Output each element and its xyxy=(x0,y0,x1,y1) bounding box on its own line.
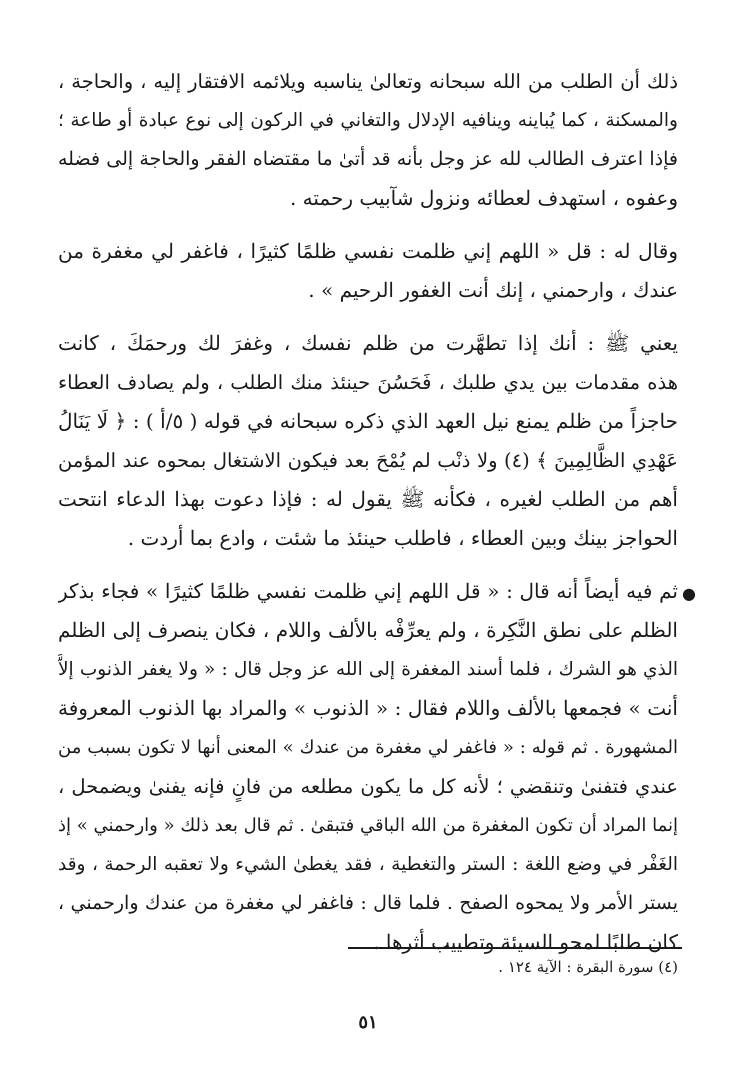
text-line: ثم فيه أيضاً أنه قال : « قل اللهم إني ظلمت نفسي ظلمًا كثيرًا » فجاء بذكر xyxy=(58,579,678,603)
text-line: والمسكنة ، كما يُباينه وينافيه الإدلال والتغاني في الركون إلى نوع عبادة أو طاعة ؛ xyxy=(58,110,678,131)
text-line: يعني ﷺ : أنك إذا تطهَّرت من ظلم نفسك ، وغفرَ لك ورحمَكَ ، كانت xyxy=(58,331,678,355)
paragraph-quote xyxy=(58,232,678,310)
text-line: الذي هو الشرك ، فلما أسند المغفرة إلى الله عز وجل قال : « ولا يغفر الذنوب إلاَّ xyxy=(58,659,678,680)
text-line: حاجزاً من ظلم يمنع نيل العهد الذي ذكره سبحانه في قوله ( ٥/أ ) : ﴿ لَا يَنَالُ xyxy=(58,409,678,433)
page-number: ٥١ xyxy=(358,1012,378,1033)
text-line: ذلك أن الطلب من الله سبحانه وتعالىٰ يناسبه ويلائمه الافتقار إليه ، والحاجة ، xyxy=(58,70,678,93)
text-line: إنما المراد أن تكون المغفرة من الله الباقي فتبقىٰ . ثم قال بعد ذلك « وارحمني » إذ xyxy=(58,815,678,836)
text-line: المشهورة . ثم قوله : « فاغفر لي مغفرة من عندك » المعنى أنها لا تكون بسبب من xyxy=(58,737,678,758)
text-line: هذه مقدمات بين يدي طلبك ، فَحَسُنَ حينئذ منك الطلب ، ولم يصادف العطاء xyxy=(58,371,678,394)
text-line: الغَفْر في وضع اللغة : الستر والتغطية ، فقد يغطىٰ الشيء ولا تعقبه الرحمة ، وقد xyxy=(58,854,678,875)
text-line: يستر الأمر ولا يمحوه الصفح . فلما قال : فاغفر لي مغفرة من عندك وارحمني ، xyxy=(58,892,678,914)
text-line: عندك ، وارحمني ، إنك أنت الغفور الرحيم » . xyxy=(308,278,678,302)
text-line: الحواجز بينك وبين العطاء ، فاطلب حينئذ ما شئت ، وادع بما أردت . xyxy=(127,526,678,550)
page-body xyxy=(58,62,696,1033)
paragraph-bullet xyxy=(58,572,696,962)
text-line: كان طلبًا لمحو السيئة وتطييب أثرها . xyxy=(373,930,678,954)
text-line: أنت » فجمعها بالألف واللام فقال : « الذنوب » والمراد بها الذنوب المعروفة xyxy=(58,696,678,720)
text-line: فإذا اعترف الطالب لله عز وجل بأنه قد أتىٰ ما مقتضاه الفقر والحاجة إلى فضله xyxy=(58,148,678,170)
paragraph-explanation xyxy=(58,324,678,558)
paragraph-intro xyxy=(58,62,678,218)
footnote-divider xyxy=(348,947,682,949)
text-line: وقال له : قل « اللهم إني ظلمت نفسي ظلمًا كثيرًا ، فاغفر لي مغفرة من xyxy=(58,239,678,263)
bullet-marker: ● xyxy=(682,584,696,603)
text-line: الظلم على نطق النَّكِرة ، ولم يعرِّفْه بالألف واللام ، فكان ينصرف إلى الظلم xyxy=(58,618,678,642)
text-line: أهم من الطلب لغيره ، فكأنه ﷺ يقول له : فإذا دعوت بهذا الدعاء انتحت xyxy=(58,487,678,511)
text-line: عندي فتفنىٰ وتنقضي ؛ لأنه كل ما يكون مطلعه من فانٍ فإنه يفنىٰ ويضمحل ، xyxy=(58,775,678,798)
footnote: (٤) سورة البقرة : الآية ١٢٤ . xyxy=(498,958,678,976)
text-line: عَهْدِي الظَّالِمِينَ ﴾ (٤) ولا ذنْب لم يُمْحَ بعد فيكون الاشتغال بمحوه عند المؤمن xyxy=(58,449,678,472)
text-line: وعفوه ، استهدف لعطائه ونزول شآبيب رحمته . xyxy=(289,186,678,210)
